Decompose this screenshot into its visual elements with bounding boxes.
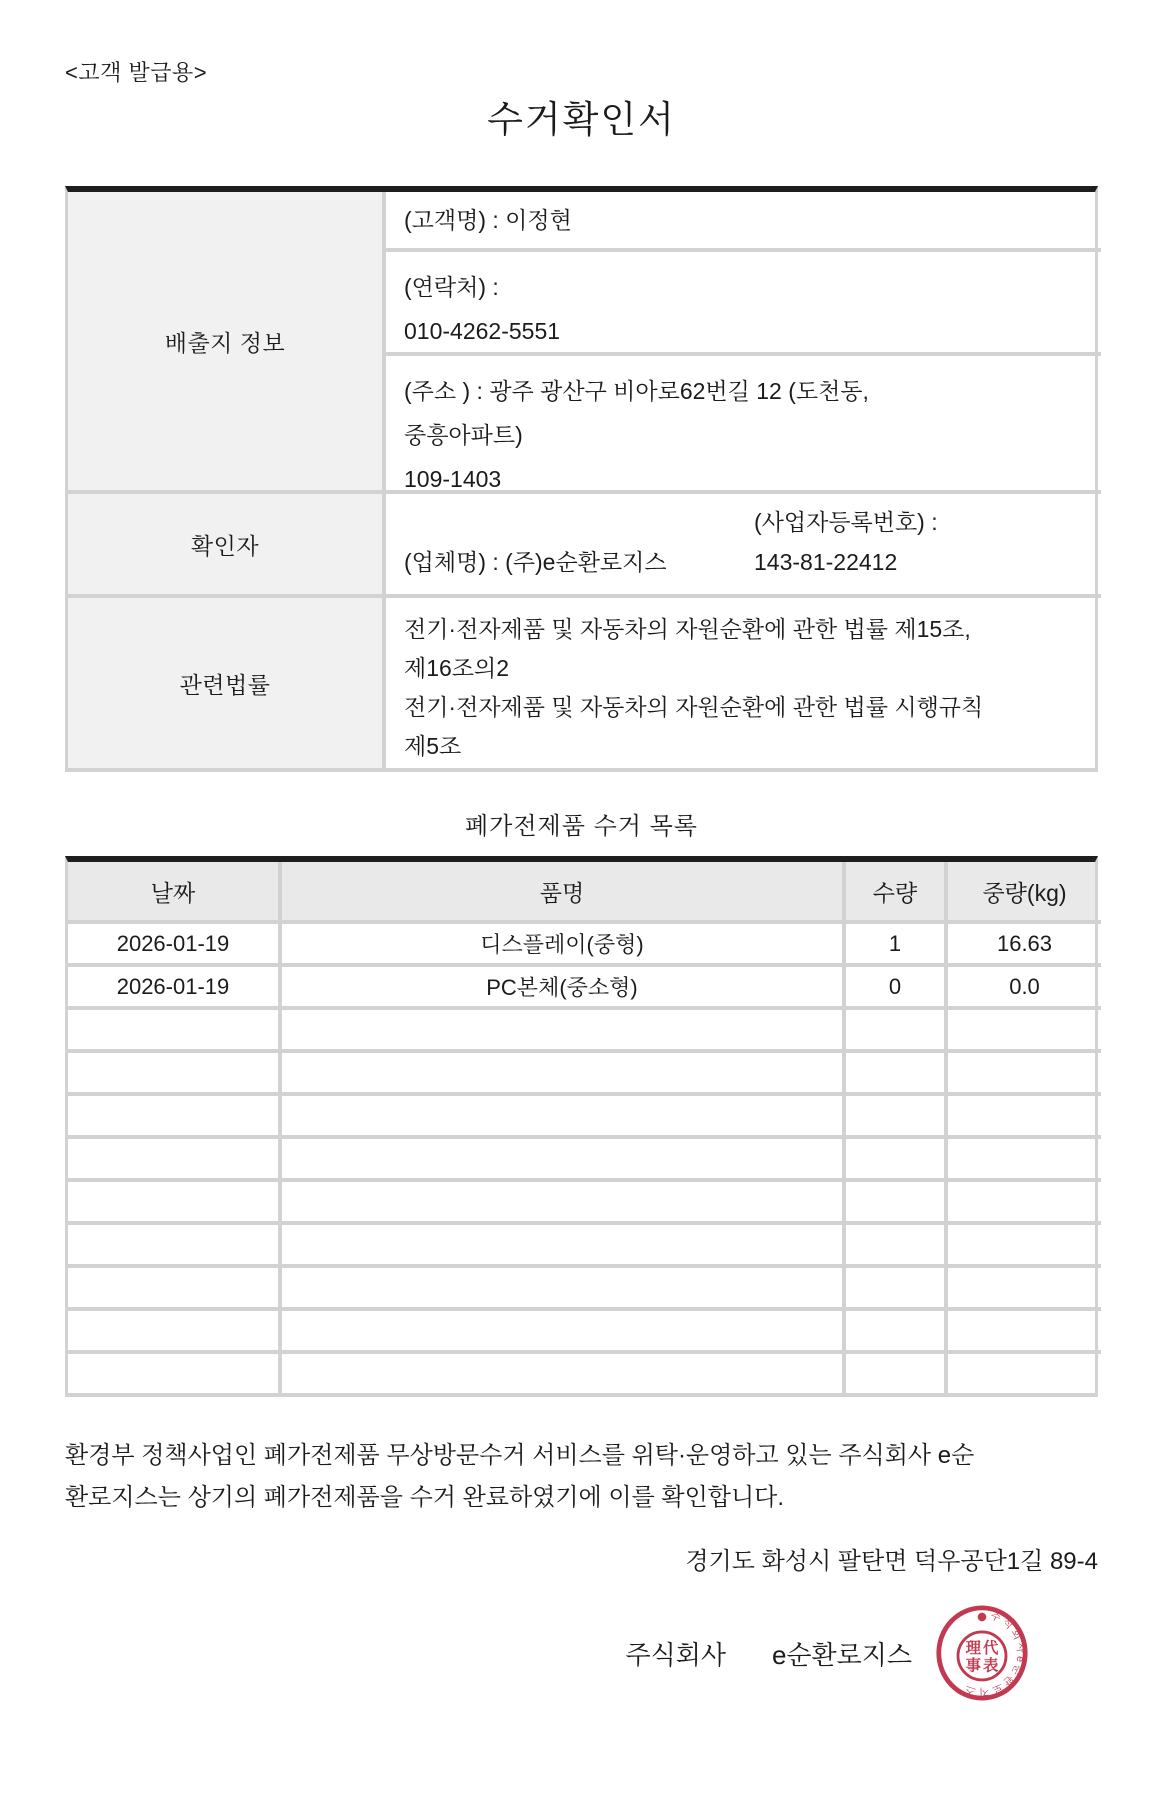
table-cell: [68, 1307, 278, 1350]
confirmation-statement: [65, 1435, 1098, 1519]
svg-text:代: 代: [982, 1640, 999, 1657]
table-row: [68, 1264, 1095, 1307]
document-page: [0, 56, 1170, 1701]
table-cell: [842, 1264, 944, 1307]
table-cell: [944, 1350, 1101, 1393]
company-address: 경기도 화성시 팔탄면 덕우공단1길 89-4: [685, 1548, 1098, 1575]
table-cell: 2026-01-19: [68, 963, 278, 1006]
table-cell: [944, 1264, 1101, 1307]
customer-name-cell: (고객명) : 이정현: [382, 192, 1101, 252]
statement-line-2: 환로지스는 상기의 폐가전제품을 수거 완료하였기에 이를 확인합니다.: [65, 1484, 785, 1511]
table-row: [68, 1178, 1095, 1221]
table-cell: [68, 1049, 278, 1092]
table-row: [68, 1307, 1095, 1350]
collection-list-title: 폐가전제품 수거 목록: [465, 813, 698, 840]
table-cell: [278, 1178, 842, 1221]
address-line-1: (주소 ) : 광주 광산구 비아로62번길 12 (도천동,: [404, 378, 869, 404]
confirmer-company-name: (업체명) : (주)e순환로지스: [404, 549, 667, 575]
contact-label: (연락처) :: [404, 274, 499, 300]
collection-table: [65, 856, 1098, 1397]
table-cell: [68, 1135, 278, 1178]
confirmer-section-label: 확인자: [68, 494, 382, 598]
column-header-date: 날짜: [150, 879, 196, 906]
table-cell: [944, 1092, 1101, 1135]
table-cell: [68, 1092, 278, 1135]
column-header-item: 품명: [278, 862, 842, 920]
table-row: [68, 920, 1095, 963]
table-cell: [68, 1221, 278, 1264]
company-type: 주식회사: [625, 1639, 726, 1670]
table-cell: [278, 1264, 842, 1307]
table-cell: [944, 1307, 1101, 1350]
page-title: 수거확인서: [487, 99, 676, 140]
table-row: [68, 1135, 1095, 1178]
table-cell: [944, 1049, 1101, 1092]
table-cell: [842, 1092, 944, 1135]
table-cell: [278, 1092, 842, 1135]
doc-type-label: <고객 발급용>: [65, 60, 208, 85]
table-row: [68, 1049, 1095, 1092]
svg-text:事: 事: [965, 1657, 982, 1675]
company-name: e순환로지스: [771, 1639, 912, 1670]
collection-table-rows: [68, 920, 1095, 1393]
table-cell: [278, 1049, 842, 1092]
laws-section-label: 관련법률: [68, 598, 382, 768]
seal-rim-text: 주식회사e순환로지스: [961, 1609, 1027, 1698]
table-cell: 2026-01-19: [68, 920, 278, 963]
collection-table-header: [68, 862, 1095, 920]
table-row: [68, 1092, 1095, 1135]
table-cell: PC본체(중소형): [278, 963, 842, 1006]
laws-cell: [382, 598, 1101, 768]
address-line-3: 109-1403: [404, 466, 502, 492]
column-header-weight: 중량(kg): [944, 862, 1101, 920]
info-table: [65, 186, 1098, 772]
contact-cell: [382, 252, 1101, 356]
table-cell: [68, 1006, 278, 1049]
table-cell: [278, 1221, 842, 1264]
table-row: [68, 1006, 1095, 1049]
company-seal-stamp-icon: [934, 1605, 1030, 1701]
table-cell: [944, 1178, 1101, 1221]
table-cell: [842, 1221, 944, 1264]
signature-row: [65, 1605, 1098, 1701]
biz-reg-block: [754, 502, 938, 582]
table-cell: [842, 1006, 944, 1049]
seal-center-text: [966, 1638, 999, 1674]
table-cell: [278, 1135, 842, 1178]
table-cell: [842, 1135, 944, 1178]
table-cell: [944, 1006, 1101, 1049]
table-row: [68, 963, 1095, 1006]
table-cell: 0.0: [944, 963, 1101, 1006]
table-cell: [842, 1350, 944, 1393]
contact-number: 010-4262-5551: [404, 318, 561, 344]
law-line-1: 전기·전자제품 및 자동차의 자원순환에 관한 법률 제15조,: [404, 616, 971, 642]
emitter-section-label: 배출지 정보: [68, 192, 382, 494]
table-cell: [944, 1221, 1101, 1264]
table-cell: 디스플레이(중형): [278, 920, 842, 963]
table-cell: 1: [842, 920, 944, 963]
statement-line-1: 환경부 정책사업인 폐가전제품 무상방문수거 서비스를 위탁·운영하고 있는 주식회사 e순: [65, 1442, 975, 1469]
table-cell: [842, 1049, 944, 1092]
table-cell: [944, 1135, 1101, 1178]
table-cell: [68, 1264, 278, 1307]
svg-text:表: 表: [982, 1657, 999, 1675]
table-cell: [278, 1350, 842, 1393]
column-header-qty: 수량: [842, 862, 944, 920]
table-cell: 0: [842, 963, 944, 1006]
table-cell: [842, 1178, 944, 1221]
table-row: [68, 1221, 1095, 1264]
law-line-2: 제16조의2: [404, 655, 510, 681]
table-row: [68, 1350, 1095, 1393]
table-cell: [68, 1178, 278, 1221]
address-cell: [382, 356, 1101, 494]
table-cell: [278, 1006, 842, 1049]
table-cell: [278, 1307, 842, 1350]
table-cell: [68, 1350, 278, 1393]
biz-reg-label: (사업자등록번호) :: [754, 509, 938, 535]
biz-reg-number: 143-81-22412: [754, 549, 898, 575]
confirmer-cell: [382, 494, 1101, 598]
law-line-4: 제5조: [404, 733, 462, 759]
svg-text:理: 理: [965, 1640, 982, 1657]
table-cell: [842, 1307, 944, 1350]
table-cell: 16.63: [944, 920, 1101, 963]
law-line-3: 전기·전자제품 및 자동차의 자원순환에 관한 법률 시행규칙: [404, 694, 984, 720]
address-line-2: 중흥아파트): [404, 422, 523, 448]
